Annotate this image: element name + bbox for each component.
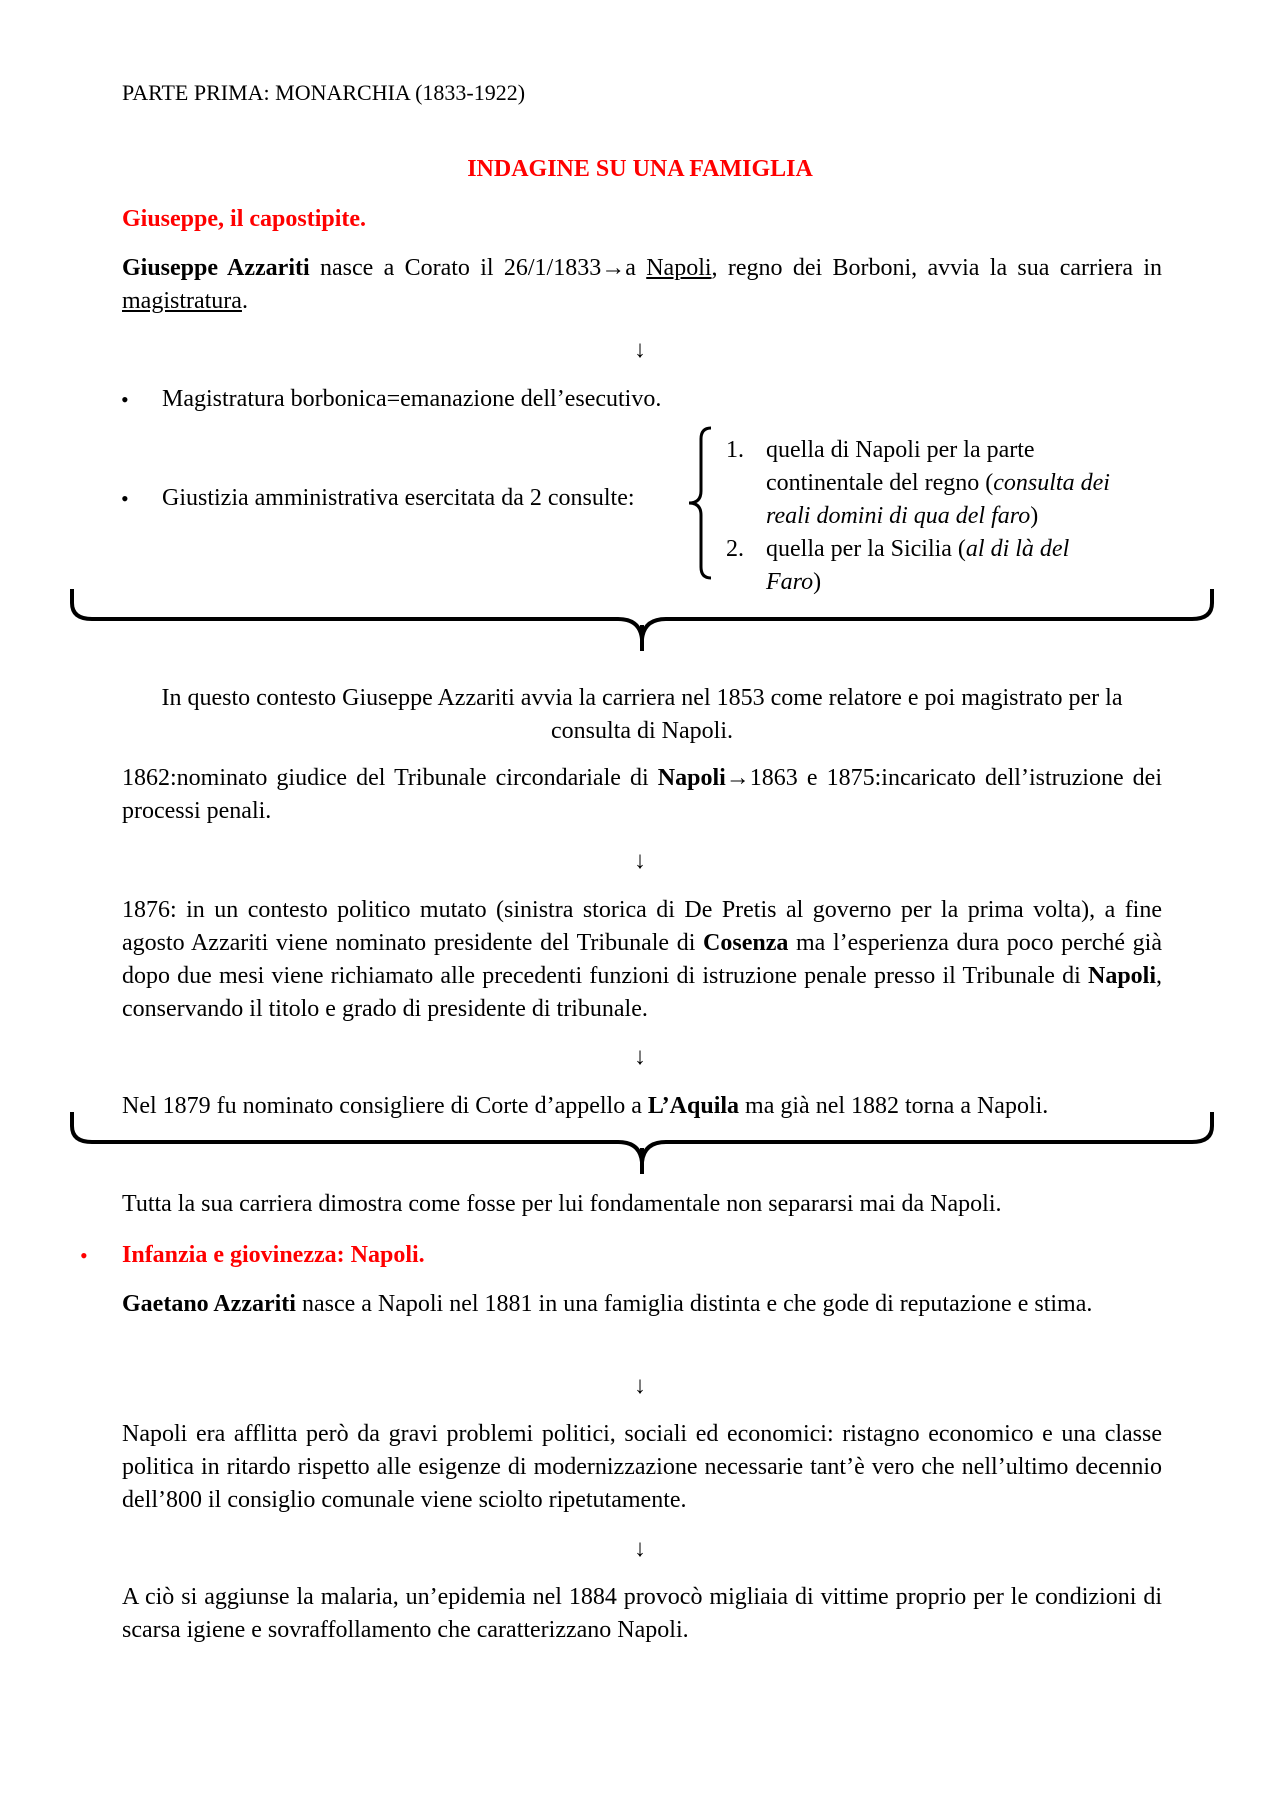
summary-paragraph: Tutta la sua carriera dimostra come fosse per lui fondamentale non separarsi mai da Napoli. [122,1191,1002,1217]
paragraph-1876 [122,894,1162,1026]
person-name: Gaetano Azzariti [122,1291,296,1317]
part-title: PARTE PRIMA: MONARCHIA (1833-1922) [122,80,526,105]
consulta-item [726,434,1116,533]
italic-text: al di là del Faro [766,536,1070,595]
curly-brace-left [683,425,713,581]
text-run: , regno dei Borboni, avvia la sua carriera in [711,255,1162,281]
right-arrow: → [725,765,750,791]
horizontal-brace [0,585,1280,655]
intro-paragraph [122,252,1162,318]
bold-place: Napoli [1087,963,1156,989]
down-arrow: ↓ [634,1044,646,1070]
down-arrow: ↓ [634,1373,646,1399]
section1-heading: Giuseppe, il capostipite. [122,206,367,232]
malaria-paragraph: A ciò si aggiunse la malaria, un’epidemia nel 1884 provocò migliaia di vittime proprio per le condizioni di scarsa igiene e sovraffollamento che caratterizzano Napoli. [122,1584,1162,1643]
gaetano-paragraph [122,1288,1162,1321]
bold-place: L’Aquila [647,1093,740,1119]
napoli-problems-paragraph: Napoli era afflitta però da gravi problemi politici, sociali ed economici: ristagno economico e una classe politica in ritardo rispetto alle esigenze di modernizzazione necessarie tant’è vero che nell’ultimo decennio dell’800 il consiglio comunale viene sciolto ripetutamente. [122,1421,1162,1513]
bullet-dot: • [121,387,129,412]
text-run: quella per la Sicilia ( [766,536,966,562]
text-run: Nel 1879 fu nominato consigliere di Corte d’appello a [122,1093,648,1119]
text-run: quella di Napoli per la parte continentale del regno ( [766,437,1035,496]
text-run: ) [813,569,822,595]
text-run: ma già nel 1882 torna a Napoli. [739,1093,1049,1119]
text-run: a [625,255,647,281]
bold-place: Napoli [657,765,726,791]
text-run: 1876: in un contesto politico mutato (sinistra storica di De Pretis al governo per la prima volta), a fine agosto Azzariti viene nominato presidente del Tribunale di [122,897,1162,956]
bullet-giustizia: Giustizia amministrativa esercitata da 2 consulte: [162,485,635,511]
underlined-term: magistratura [122,288,242,314]
down-arrow: ↓ [634,337,646,363]
text-run: nasce a Corato il 26/1/1833 [309,255,602,281]
right-arrow: → [601,255,626,281]
paragraph-1862 [122,762,1162,828]
text-run: nasce a Napoli nel 1881 in una famiglia distinta e che gode di reputazione e stima. [295,1291,1093,1317]
page-title: INDAGINE SU UNA FAMIGLIA [467,156,813,182]
text-run: 1862:nominato giudice del Tribunale circondariale di [122,765,658,791]
context-paragraph: In questo contesto Giuseppe Azzariti avvia la carriera nel 1853 come relatore e poi magistrato per la consulta di Napoli. [161,685,1123,744]
person-name: Giuseppe Azzariti [122,255,310,281]
consulte-list [726,434,1116,599]
down-arrow: ↓ [634,1536,646,1562]
text-run: ma l’esperienza dura poco perché già dopo due mesi viene richiamato alle precedenti funzioni di istruzione penale presso il Tribunale di [122,930,1162,989]
list-number: 2. [726,536,744,562]
bold-place: Cosenza [703,930,789,956]
text-run: ) [1030,503,1039,529]
underlined-place: Napoli [646,255,712,281]
red-bullet: • [80,1243,88,1268]
list-number: 1. [726,437,744,463]
down-arrow: ↓ [634,848,646,874]
text-run: . [241,288,248,314]
section2-heading: Infanzia e giovinezza: Napoli. [122,1242,425,1268]
horizontal-brace [0,1108,1280,1178]
text-run: , conservando il titolo e grado di presidente di tribunale. [122,963,1162,1022]
bullet-magistratura: Magistratura borbonica=emanazione dell’esecutivo. [162,386,662,412]
italic-text: consulta dei reali domini di qua del faro [766,470,1110,529]
bullet-dot: • [121,486,129,511]
text-run: 1863 e 1875:incaricato dell’istruzione dei processi penali. [122,765,1163,824]
